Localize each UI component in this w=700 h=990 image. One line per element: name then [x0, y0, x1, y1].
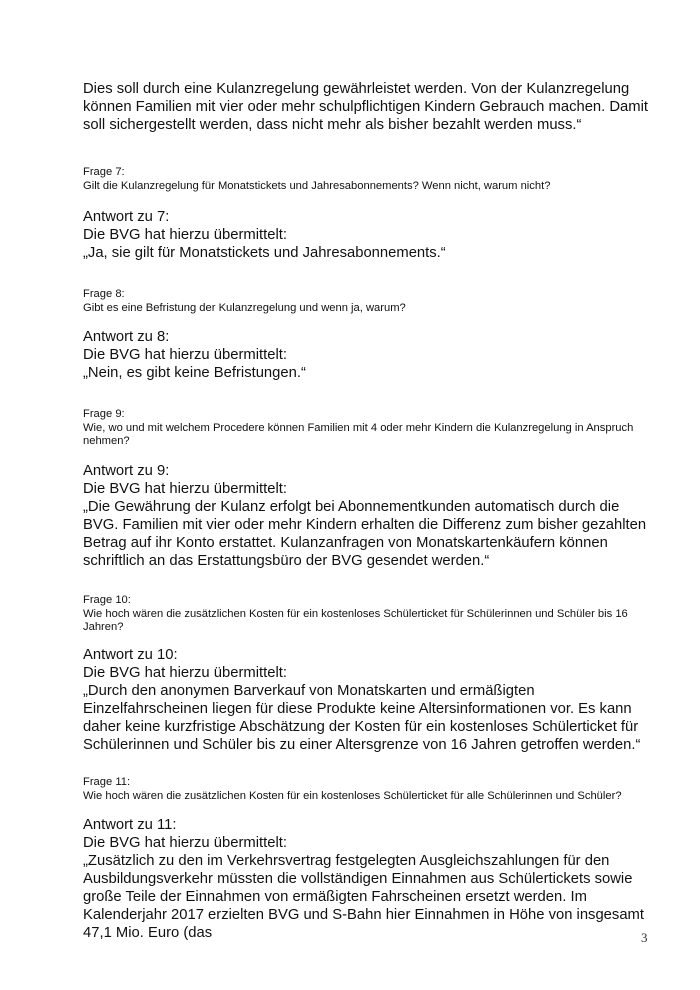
question-9 [83, 408, 653, 449]
answer-intro: Die BVG hat hierzu übermittelt: [83, 665, 287, 681]
question-label: Frage 7: [83, 166, 125, 178]
answer-label: Antwort zu 10: [83, 647, 178, 663]
answer-intro: Die BVG hat hierzu übermittelt: [83, 227, 287, 243]
answer-intro: Die BVG hat hierzu übermittelt: [83, 835, 287, 851]
question-7 [83, 166, 653, 193]
question-text: Wie hoch wären die zusätzlichen Kosten für ein kostenloses Schülerticket für Schülerinnen und Schüler bis 16 Jahren? [83, 607, 628, 633]
question-label: Frage 10: [83, 594, 131, 606]
answer-9 [83, 462, 653, 570]
question-8 [83, 288, 653, 315]
page-number: 3 [641, 930, 648, 945]
answer-intro: Die BVG hat hierzu übermittelt: [83, 347, 287, 363]
answer-label: Antwort zu 7: [83, 209, 170, 225]
answer-text: „Zusätzlich zu den im Verkehrsvertrag festgelegten Ausgleichszahlungen für den Ausbildungsverkehr müssten die vollständigen Einnahmen aus Schülertickets sowie große Teile der Einnahmen von ermäßigten Fahrscheinen ersetzt werden. Im Kalenderjahr 2017 erzielten BVG und S-Bahn hier Einnahmen in Höhe von insgesamt 47,1 Mio. Euro (das [83, 853, 644, 941]
answer-8 [83, 328, 653, 382]
answer-label: Antwort zu 11: [83, 817, 177, 833]
answer-11 [83, 816, 653, 942]
question-label: Frage 8: [83, 288, 125, 300]
question-label: Frage 11: [83, 776, 131, 788]
answer-10 [83, 646, 653, 754]
answer-label: Antwort zu 8: [83, 329, 170, 345]
answer-7 [83, 208, 653, 262]
intro-paragraph: Dies soll durch eine Kulanzregelung gewährleistet werden. Von der Kulanzregelung können Familien mit vier oder mehr schulpflichtigen Kindern Gebrauch machen. Damit soll sichergestellt werden, dass nicht mehr als bisher bezahlt werden muss.“ [83, 81, 649, 133]
question-text: Gilt die Kulanzregelung für Monatstickets und Jahresabonnements? Wenn nicht, warum nicht? [83, 179, 551, 192]
answer-text: „Nein, es gibt keine Befristungen.“ [83, 365, 306, 381]
question-label: Frage 9: [83, 408, 125, 420]
answer-text: „Durch den anonymen Barverkauf von Monatskarten und ermäßigten Einzelfahrscheinen liegen für diese Produkte keine Altersinformationen vor. Es kann daher keine kurzfristige Abschätzung der Kosten für ein kostenloses Schülerticket für Schülerinnen und Schüler bis zu einer Altersgrenze von 16 Jahren getroffen werden.“ [83, 683, 641, 753]
question-text: Gibt es eine Befristung der Kulanzregelung und wenn ja, warum? [83, 301, 406, 314]
answer-label: Antwort zu 9: [83, 463, 170, 479]
answer-text: „Ja, sie gilt für Monatstickets und Jahresabonnements.“ [83, 245, 446, 261]
answer-text: „Die Gewährung der Kulanz erfolgt bei Abonnementkunden automatisch durch die BVG. Familien mit vier oder mehr Kindern erhalten die Differenz zum bisher gezahlten Betrag auf ihr Konto erstattet. Kulanzanfragen von Monatskartenkäufern können schriftlich an das Erstattungsbüro der BVG gesendet werden.“ [83, 499, 647, 569]
answer-intro: Die BVG hat hierzu übermittelt: [83, 481, 287, 497]
question-10 [83, 594, 653, 635]
question-text: Wie hoch wären die zusätzlichen Kosten für ein kostenloses Schülerticket für alle Schülerinnen und Schüler? [83, 789, 622, 802]
question-11 [83, 776, 653, 803]
question-text: Wie, wo und mit welchem Procedere können Familien mit 4 oder mehr Kindern die Kulanzregelung in Anspruch nehmen? [83, 421, 634, 447]
